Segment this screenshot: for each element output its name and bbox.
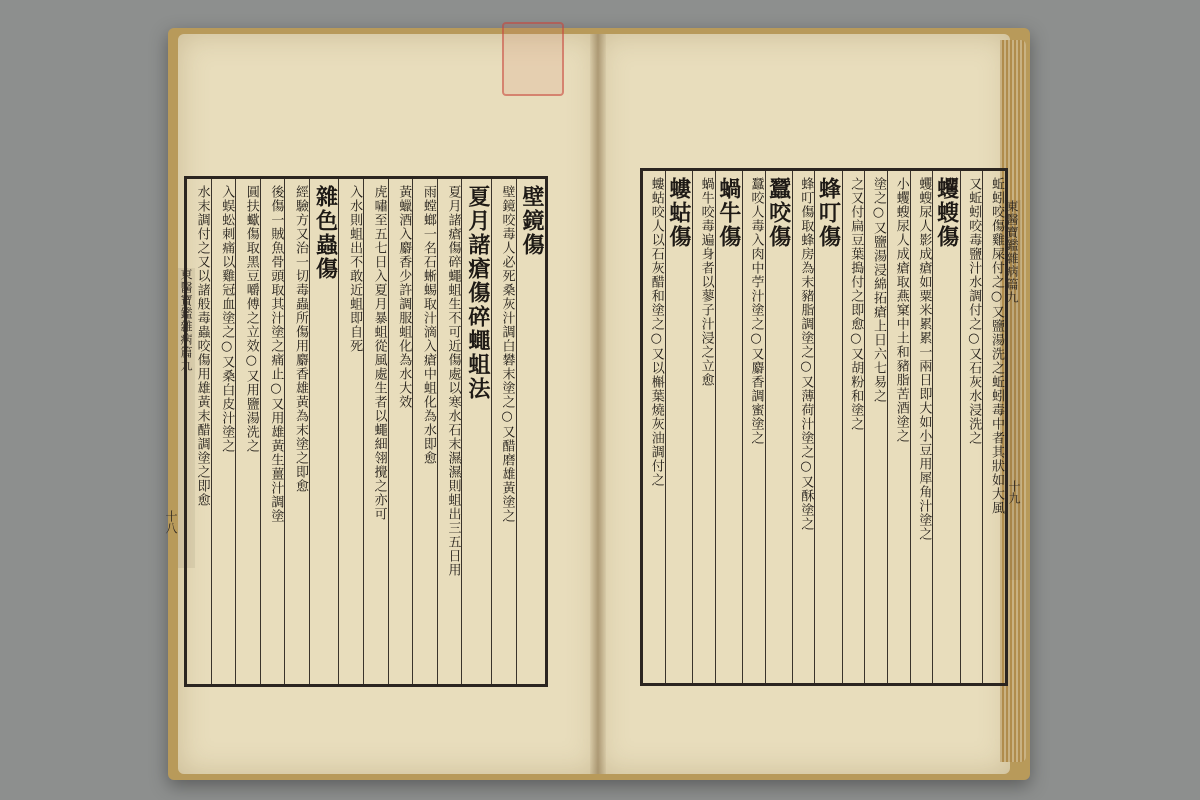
text-column: 壁鏡咬毒人必死桑灰汁調白礬末塗之○又醋磨雄黃塗之 bbox=[491, 179, 516, 684]
section-heading: 蝸牛傷 bbox=[715, 171, 742, 683]
text-column: 虎嘯至五七日入夏月暴蛆從風處生者以蠅細翎攪之亦可 bbox=[363, 179, 388, 684]
right-folio: 十九 bbox=[1007, 480, 1021, 504]
text-column: 經驗方又治一切毒蟲所傷用麝香雄黃為末塗之即愈 bbox=[284, 179, 309, 684]
right-running-head: 東醫寶鑑雜病篇九 bbox=[1004, 200, 1021, 580]
text-column: 入蜈蚣刺痛以雞冠血塗之○又桑白皮汁塗之 bbox=[211, 179, 236, 684]
right-text-frame bbox=[640, 168, 1008, 686]
text-column: 夏月諸瘡傷碎蠅蛆生不可近傷處以寒水石末濕濕則蛆出三五日用 bbox=[437, 179, 462, 684]
library-seal-stamp bbox=[502, 22, 564, 96]
text-column: 蚯蚓咬傷雞屎付之○又鹽湯洗之蚯蚓毒中者其狀如大風 bbox=[982, 171, 1005, 683]
section-heading: 夏月諸瘡傷碎蠅蛆法 bbox=[461, 179, 490, 684]
text-column: 小蠼螋尿人成瘡取燕窠中土和豬脂苦酒塗之 bbox=[887, 171, 910, 683]
section-heading: 蠶咬傷 bbox=[765, 171, 792, 683]
text-column: 螻蛄咬人以石灰醋和塗之○又以槲葉燒灰油調付之 bbox=[648, 177, 664, 487]
text-column: 又蚯蚓咬毒鹽汁水調付之○又石灰水浸洗之 bbox=[960, 171, 983, 683]
text-column: 蠼螋尿人影成瘡如粟米累累一兩日即大如小豆用犀角汁塗之 bbox=[910, 171, 933, 683]
text-column: 後傷一賊魚骨頭取其汁塗之痛止○又用雄黃生薑汁調塗 bbox=[260, 179, 285, 684]
text-column: 蠶咬人毒入肉中苧汁塗之○又麝香調蜜塗之 bbox=[742, 171, 765, 683]
text-column: 圓扶蠍傷取黑豆嚼傅之立效○又用鹽湯洗之 bbox=[235, 179, 260, 684]
left-folio: 十八 bbox=[164, 510, 178, 534]
section-heading: 蜂叮傷 bbox=[814, 171, 841, 683]
section-heading: 雜色蟲傷 bbox=[309, 179, 338, 684]
left-running-head: 東醫寶鑑雜病篇九 bbox=[178, 268, 195, 568]
text-column: 蝸牛咬毒遍身者以蓼子汁浸之立愈 bbox=[692, 171, 715, 683]
section-heading: 螻蛄傷 bbox=[665, 171, 692, 683]
book-gutter bbox=[590, 34, 606, 774]
text-column: 入水則蛆出不敢近蛆即自死 bbox=[338, 179, 363, 684]
text-column: 雨螳螂一名石蜥蜴取汁滴入瘡中蛆化為水即愈 bbox=[412, 179, 437, 684]
text-column: 蜂叮傷取蜂房為末豬脂調塗之○又薄荷汁塗之○又酥塗之 bbox=[792, 171, 815, 683]
text-column: 黃蠟酒入麝香少許調服蛆化為水大效 bbox=[388, 179, 413, 684]
left-text-frame bbox=[184, 176, 548, 687]
section-heading: 壁鏡傷 bbox=[516, 179, 545, 684]
text-column: 之又付扁豆葉搗付之即愈○又胡粉和塗之 bbox=[842, 171, 865, 683]
section-heading: 蠼螋傷 bbox=[932, 171, 959, 683]
text-column: 水末調付之又以諸般毒蟲咬傷用雄黃末醋調塗之即愈 bbox=[194, 185, 210, 507]
text-column: 塗之○又鹽湯浸綿拓瘡上日六七易之 bbox=[864, 171, 887, 683]
left-columns bbox=[187, 179, 545, 684]
right-columns bbox=[643, 171, 1005, 683]
